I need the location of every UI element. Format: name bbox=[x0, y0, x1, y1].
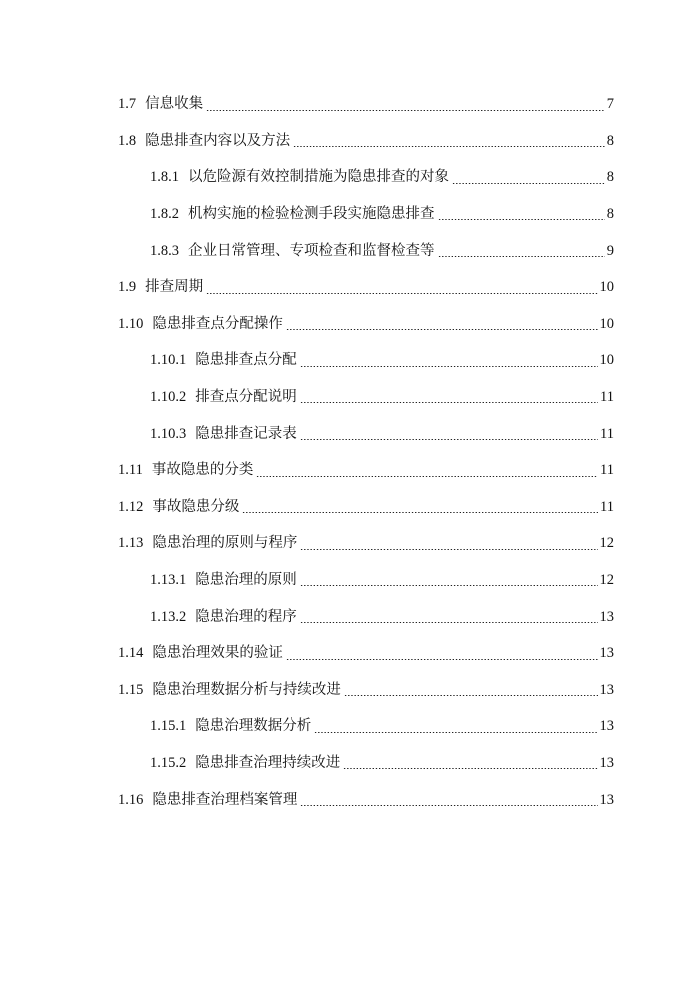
toc-entry[interactable] bbox=[0, 232, 700, 269]
toc-entry-number: 1.8.2 bbox=[150, 206, 179, 223]
toc-entry-number: 1.15.1 bbox=[150, 718, 187, 735]
toc-entry-number: 1.8 bbox=[118, 132, 137, 149]
toc-entry-title: 以危险源有效控制措施为隐患排查的对象 bbox=[188, 169, 449, 186]
dot-leader bbox=[438, 219, 605, 220]
toc-entry-page: 13 bbox=[599, 718, 614, 735]
toc-entry-page: 13 bbox=[599, 608, 614, 625]
toc-entry[interactable] bbox=[0, 86, 700, 123]
dot-leader bbox=[300, 622, 598, 623]
dot-leader bbox=[300, 439, 598, 440]
dot-leader bbox=[452, 183, 605, 184]
table-of-contents bbox=[0, 86, 700, 818]
toc-entry[interactable] bbox=[0, 708, 700, 745]
toc-entry-title: 隐患治理的程序 bbox=[195, 608, 297, 625]
toc-entry-page: 13 bbox=[599, 681, 614, 698]
toc-entry-number: 1.15.2 bbox=[150, 754, 187, 771]
dot-leader bbox=[300, 805, 597, 806]
dot-leader bbox=[206, 110, 605, 111]
dot-leader bbox=[256, 476, 598, 477]
toc-entry[interactable] bbox=[0, 745, 700, 782]
dot-leader bbox=[300, 585, 598, 586]
toc-entry-title: 隐患治理数据分析 bbox=[195, 718, 312, 735]
dot-leader bbox=[344, 695, 598, 696]
toc-entry-page: 8 bbox=[606, 206, 614, 223]
toc-entry-title: 事故隐患的分类 bbox=[151, 462, 254, 479]
toc-entry-number: 1.13.2 bbox=[150, 608, 187, 625]
toc-entry-number: 1.13.1 bbox=[150, 572, 187, 589]
toc-entry-number: 1.7 bbox=[118, 96, 137, 113]
dot-leader bbox=[293, 146, 605, 147]
toc-entry[interactable] bbox=[0, 598, 700, 635]
toc-entry-title: 隐患治理的原则与程序 bbox=[152, 535, 298, 552]
toc-entry-page: 8 bbox=[606, 132, 614, 149]
toc-entry-number: 1.12 bbox=[118, 498, 144, 515]
toc-entry-page: 8 bbox=[606, 169, 614, 186]
toc-entry-page: 10 bbox=[599, 352, 614, 369]
toc-entry[interactable] bbox=[0, 489, 700, 526]
toc-entry-title: 隐患排查治理档案管理 bbox=[152, 791, 298, 808]
toc-entry[interactable] bbox=[0, 635, 700, 672]
toc-entry-title: 隐患排查治理持续改进 bbox=[195, 754, 341, 771]
toc-entry-title: 机构实施的检验检测手段实施隐患排查 bbox=[188, 206, 435, 223]
toc-entry-title: 事故隐患分级 bbox=[152, 498, 240, 515]
toc-entry-page: 13 bbox=[599, 754, 614, 771]
dot-leader bbox=[438, 256, 605, 257]
toc-entry[interactable] bbox=[0, 269, 700, 306]
dot-leader bbox=[300, 402, 598, 403]
toc-entry-page: 11 bbox=[600, 462, 614, 479]
toc-entry-number: 1.16 bbox=[118, 791, 144, 808]
toc-entry-page: 10 bbox=[599, 279, 614, 296]
dot-leader bbox=[300, 549, 597, 550]
toc-entry[interactable] bbox=[0, 342, 700, 379]
toc-entry[interactable] bbox=[0, 672, 700, 709]
toc-entry-number: 1.9 bbox=[118, 279, 137, 296]
toc-entry[interactable] bbox=[0, 379, 700, 416]
toc-entry[interactable] bbox=[0, 123, 700, 160]
toc-entry-page: 13 bbox=[599, 791, 614, 808]
toc-entry-title: 排查周期 bbox=[145, 279, 204, 296]
toc-entry-title: 企业日常管理、专项检查和监督检查等 bbox=[188, 242, 435, 259]
dot-leader bbox=[343, 768, 597, 769]
toc-entry[interactable] bbox=[0, 415, 700, 452]
toc-entry-number: 1.10.1 bbox=[150, 352, 187, 369]
toc-entry-page: 12 bbox=[599, 572, 614, 589]
dot-leader bbox=[206, 293, 597, 294]
toc-entry-title: 信息收集 bbox=[145, 96, 204, 113]
toc-entry-title: 隐患排查点分配操作 bbox=[152, 315, 283, 332]
toc-entry-page: 13 bbox=[599, 645, 614, 662]
toc-entry-title: 隐患排查点分配 bbox=[195, 352, 297, 369]
toc-entry-page: 10 bbox=[599, 315, 614, 332]
toc-entry-title: 排查点分配说明 bbox=[195, 389, 297, 406]
toc-entry-number: 1.11 bbox=[118, 462, 143, 479]
toc-entry[interactable] bbox=[0, 159, 700, 196]
dot-leader bbox=[300, 366, 598, 367]
toc-entry-page: 11 bbox=[600, 498, 614, 515]
toc-entry-number: 1.10 bbox=[118, 315, 144, 332]
toc-entry[interactable] bbox=[0, 525, 700, 562]
dot-leader bbox=[242, 512, 598, 513]
toc-entry-number: 1.14 bbox=[118, 645, 144, 662]
toc-entry-number: 1.8.1 bbox=[150, 169, 179, 186]
toc-entry-title: 隐患排查内容以及方法 bbox=[145, 132, 291, 149]
toc-entry-number: 1.10.2 bbox=[150, 389, 187, 406]
toc-entry[interactable] bbox=[0, 562, 700, 599]
dot-leader bbox=[286, 329, 598, 330]
toc-entry-title: 隐患治理效果的验证 bbox=[152, 645, 283, 662]
toc-entry-page: 11 bbox=[600, 425, 614, 442]
toc-entry[interactable] bbox=[0, 452, 700, 489]
dot-leader bbox=[314, 732, 597, 733]
toc-entry-number: 1.10.3 bbox=[150, 425, 187, 442]
toc-entry[interactable] bbox=[0, 196, 700, 233]
toc-entry-title: 隐患治理数据分析与持续改进 bbox=[152, 681, 341, 698]
toc-entry-number: 1.15 bbox=[118, 681, 144, 698]
toc-entry-title: 隐患排查记录表 bbox=[195, 425, 297, 442]
dot-leader bbox=[286, 659, 598, 660]
toc-entry[interactable] bbox=[0, 306, 700, 343]
toc-entry-title: 隐患治理的原则 bbox=[195, 572, 297, 589]
toc-entry-page: 7 bbox=[606, 96, 614, 113]
toc-entry-page: 11 bbox=[600, 389, 614, 406]
toc-entry-number: 1.13 bbox=[118, 535, 144, 552]
toc-entry[interactable] bbox=[0, 781, 700, 818]
toc-entry-page: 9 bbox=[606, 242, 614, 259]
toc-entry-page: 12 bbox=[599, 535, 614, 552]
toc-entry-number: 1.8.3 bbox=[150, 242, 179, 259]
